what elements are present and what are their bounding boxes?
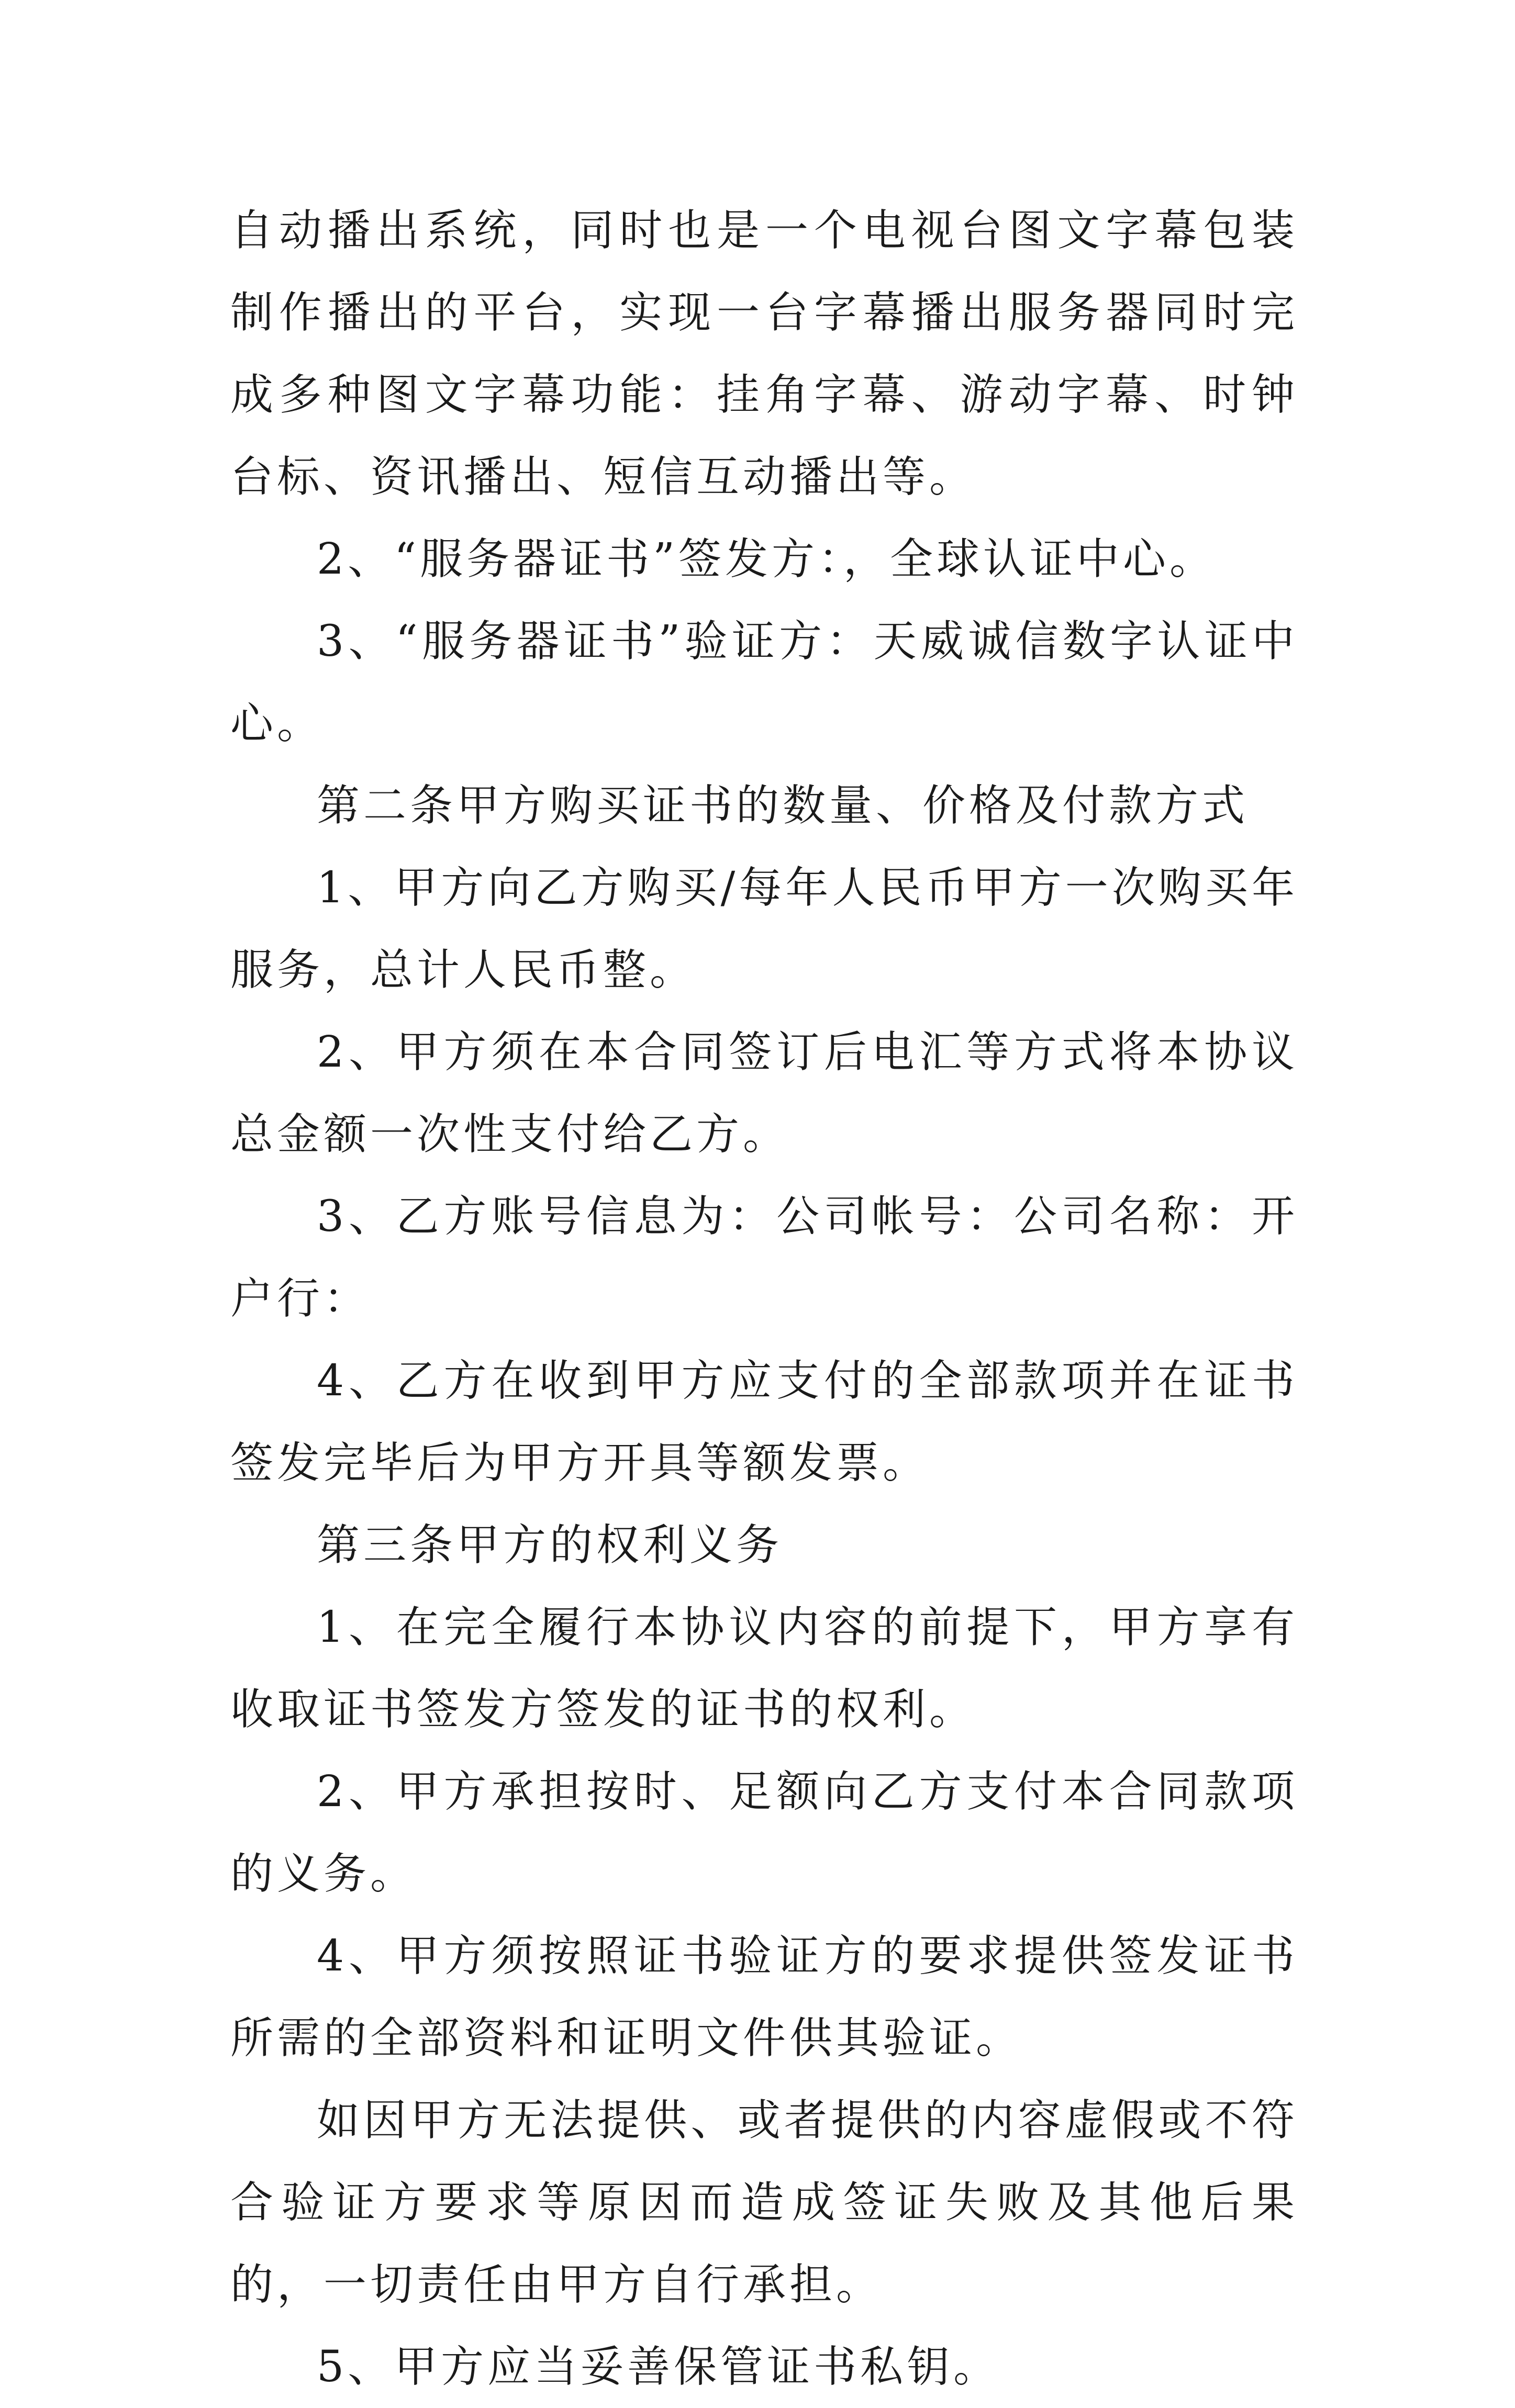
paragraph-materials: 4、甲方须按照证书验证方的要求提供签发证书所需的全部资料和证明文件供其验证。 (230, 1931, 1298, 2063)
paragraph-verifier: 3、“服务器证书”验证方：天威诚信数字认证中心。 (230, 617, 1298, 748)
paragraph-obligation: 2、甲方承担按时、足额向乙方支付本合同款项的义务。 (230, 1767, 1298, 1899)
section-heading-article-3: 第三条甲方的权利义务 (317, 1520, 783, 1570)
paragraph-right: 1、在完全履行本协议内容的前提下，甲方享有收取证书签发方签发的证书的权利。 (230, 1603, 1298, 1734)
paragraph-invoice: 4、乙方在收到甲方应支付的全部款项并在证书签发完毕后为甲方开具等额发票。 (230, 1356, 1298, 1488)
document-body (230, 189, 1298, 2408)
paragraph-account-info: 3、乙方账号信息为：公司帐号：公司名称：开户行： (230, 1192, 1298, 1324)
section-heading-article-2: 第二条甲方购买证书的数量、价格及付款方式 (317, 781, 1249, 831)
paragraph-liability: 如因甲方无法提供、或者提供的内容虚假或不符合验证方要求等原因而造成签证失败及其他后果的，一切责任由甲方自行承担。 (230, 2096, 1298, 2310)
paragraph-payment: 2、甲方须在本合同签订后电汇等方式将本协议总金额一次性支付给乙方。 (230, 1027, 1298, 1159)
paragraph-purchase: 1、甲方向乙方购买/每年人民币甲方一次购买年服务，总计人民币整。 (230, 863, 1298, 995)
paragraph-intro-continuation: 自动播出系统，同时也是一个电视台图文字幕包装制作播出的平台，实现一台字幕播出服务器同时完成多种图文字幕功能：挂角字幕、游动字幕、时钟台标、资讯播出、短信互动播出等。 (230, 206, 1298, 502)
paragraph-issuer: 2、“服务器证书”签发方：，全球认证中心。 (317, 534, 1217, 584)
paragraph-private-key: 5、甲方应当妥善保管证书私钥。 (317, 2342, 1000, 2392)
